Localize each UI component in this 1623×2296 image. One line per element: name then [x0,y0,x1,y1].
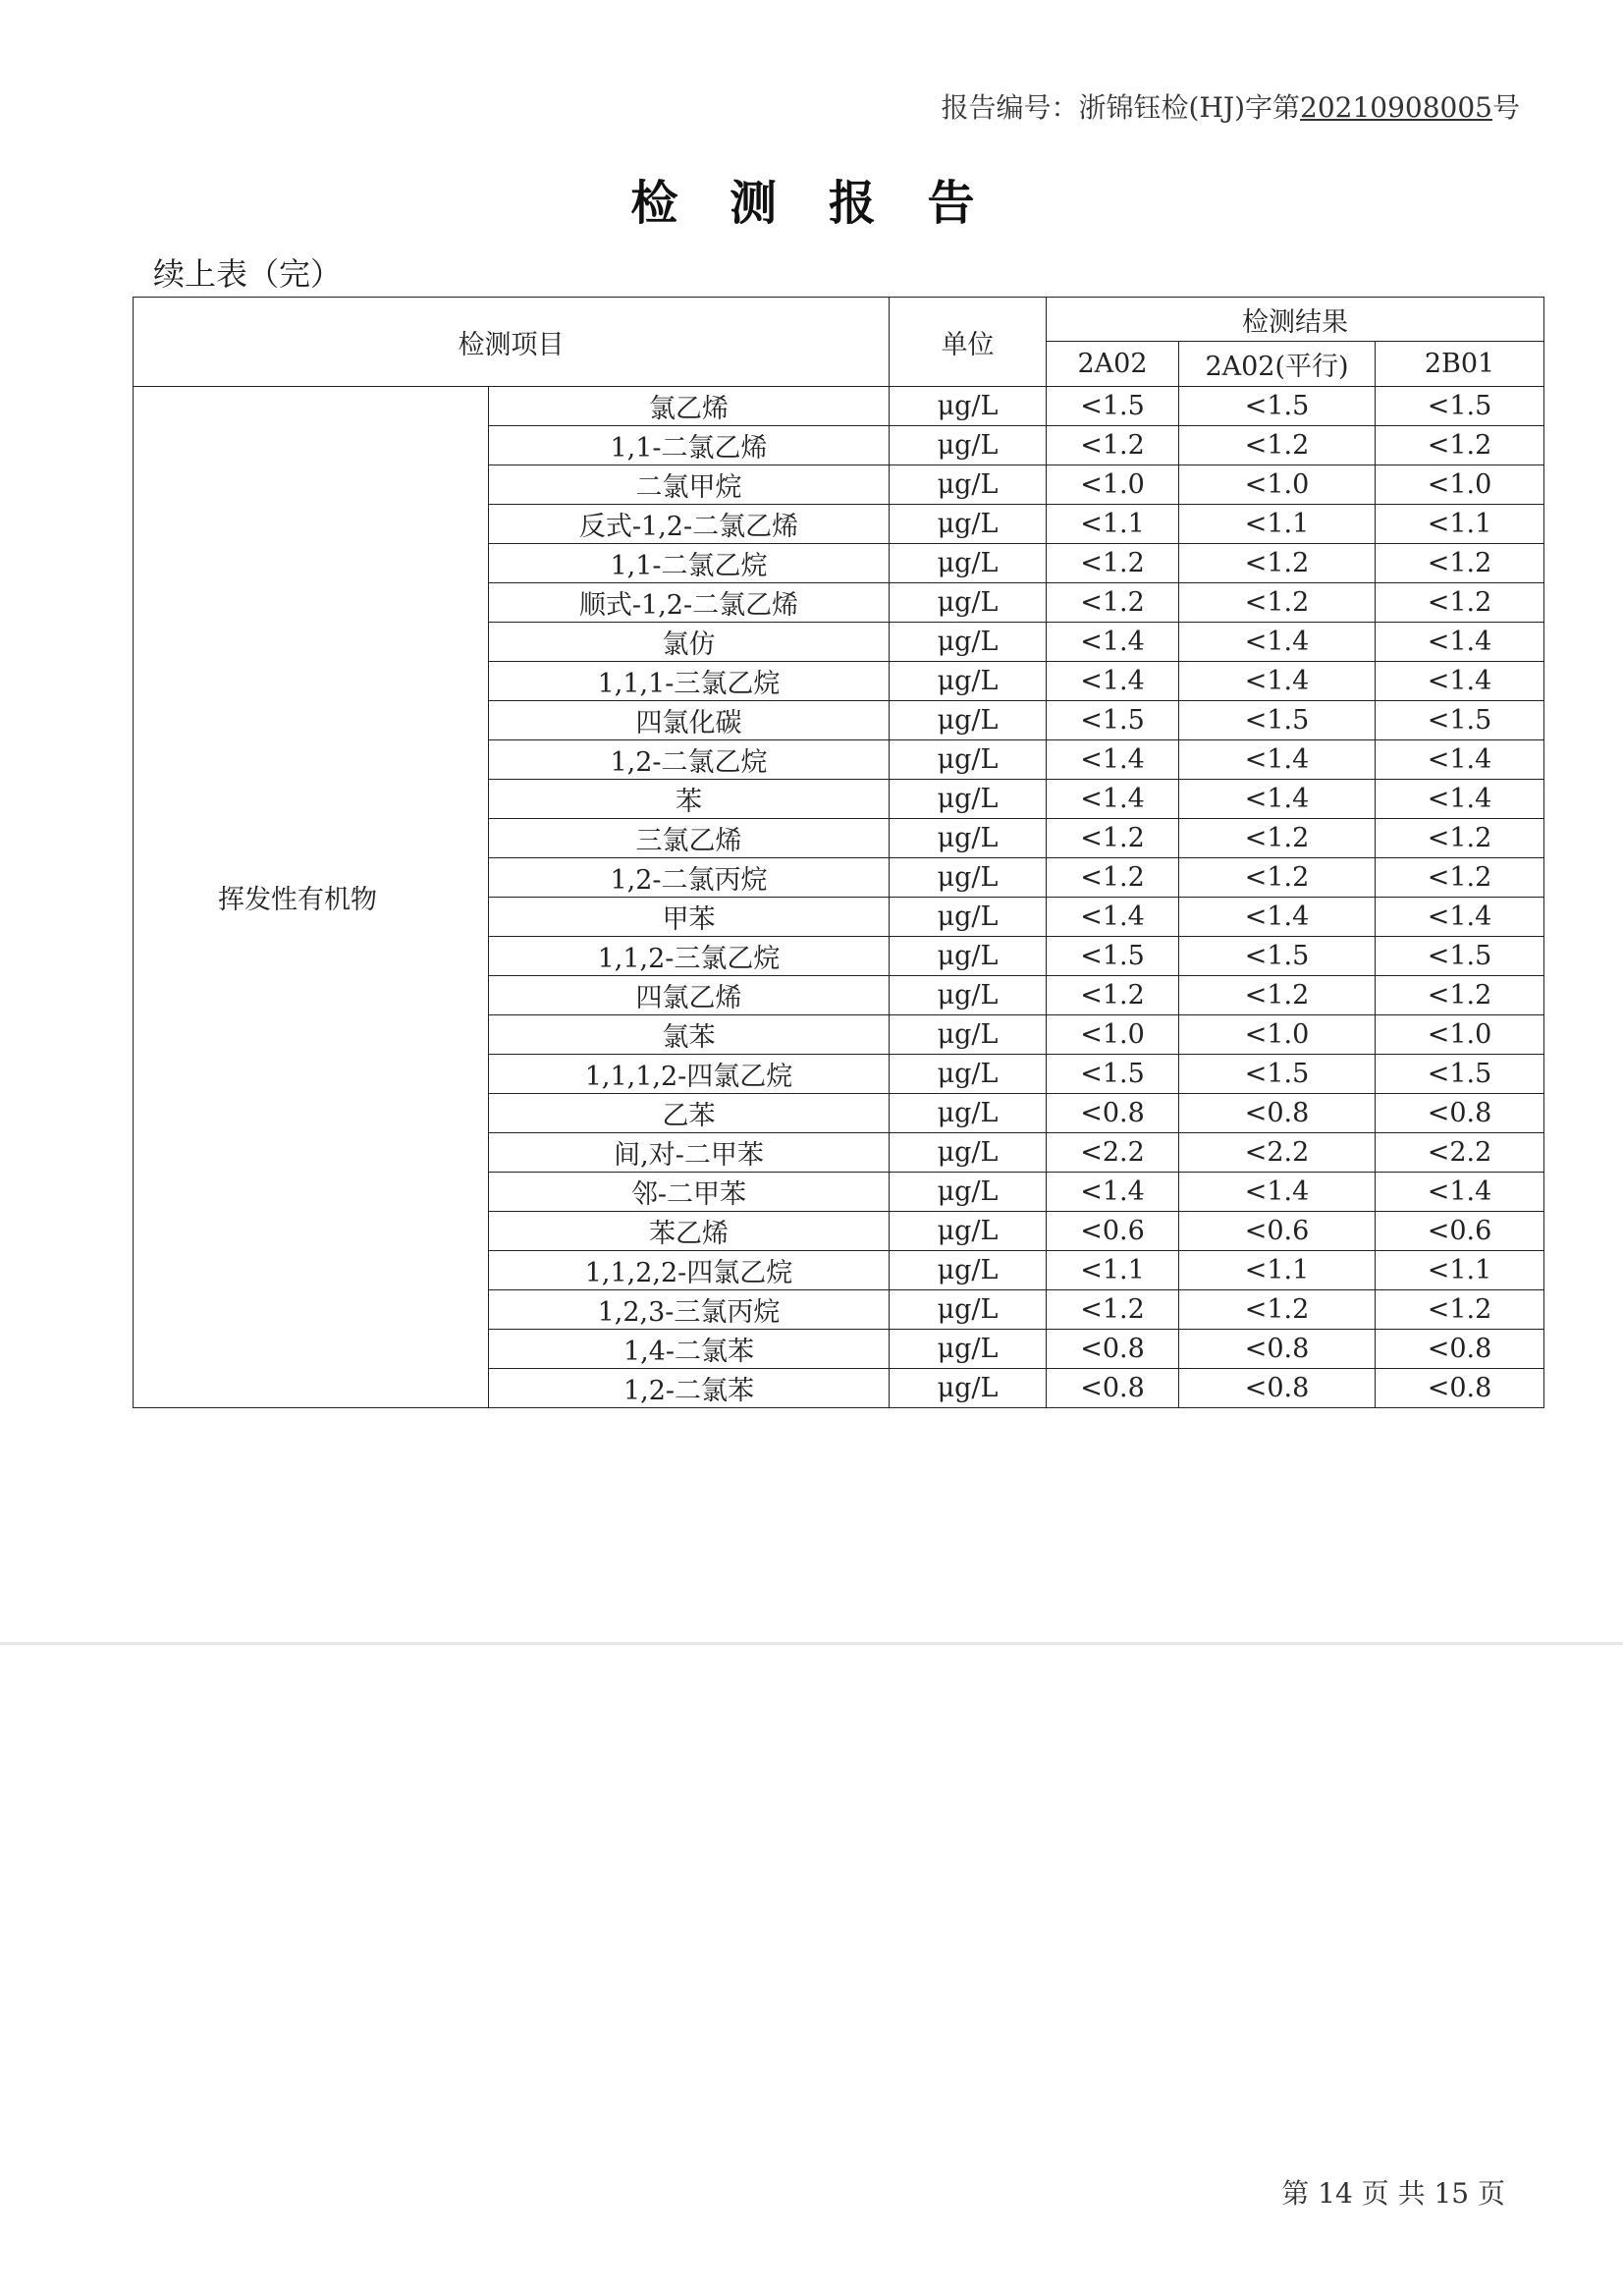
result-value: <1.2 [1047,583,1179,623]
analyte-name: 1,2-二氯苯 [489,1369,890,1408]
column-header-results: 检测结果 [1047,298,1544,342]
analyte-unit: μg/L [890,505,1047,544]
page-divider [0,1642,1623,1645]
results-table [133,297,1544,1408]
analyte-name: 1,1,2,2-四氯乙烷 [489,1251,890,1290]
result-value: <1.2 [1376,583,1544,623]
result-value: <1.4 [1047,740,1179,780]
analyte-unit: μg/L [890,583,1047,623]
analyte-name: 邻-二甲苯 [489,1173,890,1212]
analyte-name: 甲苯 [489,898,890,937]
result-value: <1.4 [1376,623,1544,662]
result-value: <1.2 [1376,858,1544,898]
result-value: <1.0 [1047,1015,1179,1055]
result-value: <1.1 [1376,505,1544,544]
analyte-unit: μg/L [890,1173,1047,1212]
result-value: <0.6 [1047,1212,1179,1251]
analyte-name: 苯乙烯 [489,1212,890,1251]
result-value: <1.1 [1179,505,1376,544]
analyte-unit: μg/L [890,662,1047,701]
result-value: <1.2 [1047,976,1179,1015]
analyte-unit: μg/L [890,623,1047,662]
result-value: <0.6 [1179,1212,1376,1251]
result-value: <1.2 [1047,1290,1179,1330]
result-value: <1.2 [1179,1290,1376,1330]
analyte-name: 1,1-二氯乙烷 [489,544,890,583]
result-value: <1.2 [1179,819,1376,858]
result-value: <1.5 [1179,937,1376,976]
result-value: <1.4 [1047,1173,1179,1212]
result-value: <1.2 [1179,583,1376,623]
report-number-suffix: 号 [1491,91,1520,124]
result-value: <1.0 [1047,465,1179,505]
analyte-name: 四氯化碳 [489,701,890,740]
result-value: <0.8 [1376,1094,1544,1133]
result-value: <1.1 [1047,1251,1179,1290]
result-value: <1.4 [1179,780,1376,819]
sample-header: 2A02 [1047,342,1179,387]
analyte-name: 1,2-二氯乙烷 [489,740,890,780]
result-value: <1.4 [1179,623,1376,662]
result-value: <1.1 [1047,505,1179,544]
column-header-unit: 单位 [890,298,1047,387]
result-value: <1.1 [1376,1251,1544,1290]
sample-header: 2B01 [1376,342,1544,387]
report-number-line [942,86,1520,126]
table-row [134,387,1544,426]
analyte-name: 反式-1,2-二氯乙烯 [489,505,890,544]
result-value: <1.4 [1047,662,1179,701]
analyte-unit: μg/L [890,701,1047,740]
result-value: <1.2 [1179,976,1376,1015]
result-value: <1.4 [1376,1173,1544,1212]
result-value: <1.2 [1376,1290,1544,1330]
result-value: <1.0 [1376,465,1544,505]
result-value: <1.5 [1376,701,1544,740]
analyte-unit: μg/L [890,1133,1047,1173]
analyte-name: 氯乙烯 [489,387,890,426]
result-value: <1.2 [1179,858,1376,898]
result-value: <0.8 [1047,1094,1179,1133]
result-value: <1.4 [1179,740,1376,780]
result-value: <1.4 [1047,898,1179,937]
analyte-name: 1,1-二氯乙烯 [489,426,890,465]
result-value: <1.5 [1376,387,1544,426]
analyte-unit: μg/L [890,1015,1047,1055]
analyte-unit: μg/L [890,465,1047,505]
result-value: <1.2 [1179,426,1376,465]
result-value: <1.4 [1376,780,1544,819]
analyte-unit: μg/L [890,1369,1047,1408]
result-value: <1.2 [1047,544,1179,583]
result-value: <1.4 [1179,662,1376,701]
result-value: <1.2 [1047,426,1179,465]
analyte-unit: μg/L [890,1055,1047,1094]
analyte-name: 苯 [489,780,890,819]
result-value: <0.8 [1179,1330,1376,1369]
analyte-name: 1,2,3-三氯丙烷 [489,1290,890,1330]
result-value: <1.2 [1179,544,1376,583]
analyte-unit: μg/L [890,976,1047,1015]
result-value: <1.2 [1047,819,1179,858]
document-title: 检 测 报 告 [630,176,993,231]
result-value: <2.2 [1179,1133,1376,1173]
result-value: <1.5 [1376,1055,1544,1094]
analyte-unit: μg/L [890,1290,1047,1330]
analyte-name: 顺式-1,2-二氯乙烯 [489,583,890,623]
result-value: <1.4 [1179,898,1376,937]
result-value: <1.4 [1376,662,1544,701]
result-value: <0.8 [1376,1369,1544,1408]
table-continuation-label: 续上表（完） [153,255,343,293]
result-value: <0.8 [1047,1330,1179,1369]
result-value: <1.0 [1179,1015,1376,1055]
result-value: <0.6 [1376,1212,1544,1251]
result-value: <1.2 [1376,544,1544,583]
analyte-unit: μg/L [890,858,1047,898]
result-value: <1.2 [1376,976,1544,1015]
result-value: <0.8 [1179,1369,1376,1408]
sample-header: 2A02(平行) [1179,342,1376,387]
report-number: 20210908005 [1300,91,1492,124]
report-number-prefix: 报告编号：浙锦钰检(HJ)字第 [941,91,1301,124]
result-value: <1.4 [1179,1173,1376,1212]
result-value: <0.8 [1047,1369,1179,1408]
analyte-name: 1,2-二氯丙烷 [489,858,890,898]
result-value: <1.5 [1179,701,1376,740]
result-value: <1.2 [1047,858,1179,898]
analyte-unit: μg/L [890,1212,1047,1251]
analyte-name: 1,1,1,2-四氯乙烷 [489,1055,890,1094]
result-value: <1.4 [1376,740,1544,780]
analyte-unit: μg/L [890,426,1047,465]
analyte-unit: μg/L [890,740,1047,780]
results-body [134,387,1544,1408]
result-value: <1.5 [1047,701,1179,740]
result-value: <0.8 [1179,1094,1376,1133]
result-value: <2.2 [1047,1133,1179,1173]
column-header-item: 检测项目 [134,298,890,387]
analyte-unit: μg/L [890,937,1047,976]
result-value: <1.5 [1047,1055,1179,1094]
result-value: <1.2 [1376,426,1544,465]
result-value: <1.0 [1376,1015,1544,1055]
analyte-unit: μg/L [890,544,1047,583]
result-value: <1.0 [1179,465,1376,505]
result-value: <1.2 [1376,819,1544,858]
result-value: <1.5 [1179,387,1376,426]
result-value: <2.2 [1376,1133,1544,1173]
analyte-unit: μg/L [890,898,1047,937]
category-cell: 挥发性有机物 [134,387,489,1408]
analyte-name: 乙苯 [489,1094,890,1133]
analyte-name: 三氯乙烯 [489,819,890,858]
result-value: <1.4 [1376,898,1544,937]
analyte-unit: μg/L [890,819,1047,858]
result-value: <1.5 [1376,937,1544,976]
analyte-name: 间,对-二甲苯 [489,1133,890,1173]
analyte-unit: μg/L [890,1251,1047,1290]
result-value: <1.4 [1047,623,1179,662]
result-value: <0.8 [1376,1330,1544,1369]
analyte-unit: μg/L [890,1330,1047,1369]
analyte-name: 氯仿 [489,623,890,662]
analyte-name: 1,4-二氯苯 [489,1330,890,1369]
result-value: <1.5 [1047,937,1179,976]
result-value: <1.4 [1047,780,1179,819]
analyte-unit: μg/L [890,387,1047,426]
result-value: <1.5 [1179,1055,1376,1094]
analyte-unit: μg/L [890,1094,1047,1133]
result-value: <1.5 [1047,387,1179,426]
page-number: 第 14 页 共 15 页 [1281,2177,1505,2210]
analyte-name: 四氯乙烯 [489,976,890,1015]
result-value: <1.1 [1179,1251,1376,1290]
analyte-name: 氯苯 [489,1015,890,1055]
analyte-name: 1,1,2-三氯乙烷 [489,937,890,976]
analyte-unit: μg/L [890,780,1047,819]
analyte-name: 二氯甲烷 [489,465,890,505]
analyte-name: 1,1,1-三氯乙烷 [489,662,890,701]
